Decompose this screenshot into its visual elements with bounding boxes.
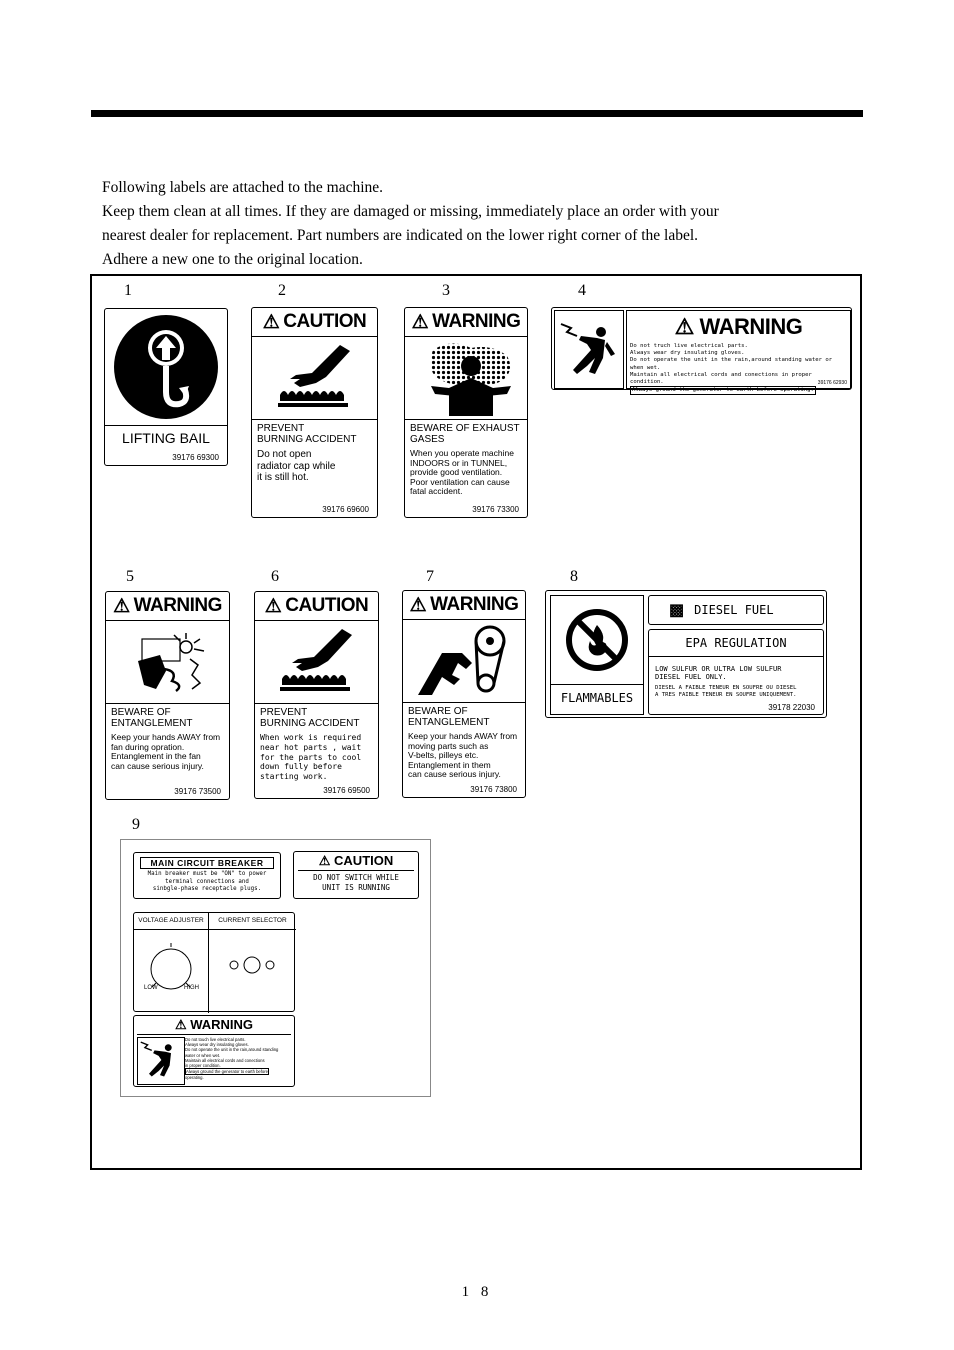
label-body: Keep your hands AWAY from moving parts such as V-belts, pilleys etc. Entanglement in them can cause serious injury. (408, 731, 518, 780)
warning-line: water or when wet. (185, 1052, 221, 1058)
warning-text: WARNING (190, 1017, 254, 1032)
caution-burning-label-radiator (251, 307, 378, 518)
warning-text: WARNING (133, 595, 222, 616)
label-body: When work is required near hot parts , wait for the parts to cool down fully before starting work. (260, 733, 362, 782)
caution-header (255, 592, 378, 621)
main-circuit-breaker-notice (133, 852, 281, 899)
warning-header (106, 592, 229, 621)
warning-line: in proper condition. (185, 1063, 221, 1069)
current-selector-label: CURRENT SELECTOR (209, 913, 296, 930)
label-number-9: 9 (132, 816, 140, 833)
label-heading: BEWARE OF ENTANGLEMENT (111, 707, 193, 729)
part-number: 39176 73300 (472, 505, 519, 514)
label-number-6: 6 (271, 568, 279, 585)
warning-line: Always ground the generator to earth before operating. (630, 386, 816, 395)
electric-shock-icon (554, 310, 624, 389)
intro-line: Adhere a new one to the original location. (102, 251, 363, 268)
exhaust-gas-person-icon (405, 337, 527, 420)
warning-header (627, 311, 850, 343)
adjuster-panel (133, 912, 295, 1012)
mcb-title: MAIN CIRCUIT BREAKER (140, 857, 274, 869)
fan-entanglement-icon (106, 621, 229, 704)
warning-line: Maintain all electrical cords and conections in proper condition. (630, 371, 812, 386)
intro-line: Keep them clean at all times. If they are damaged or missing, immediately place an order with your (102, 203, 719, 220)
warning-triangle-icon: ⚠ (262, 311, 280, 333)
lifting-bail-title: LIFTING BAIL (122, 430, 210, 446)
warning-triangle-icon: ⚠ (674, 314, 694, 339)
hot-surface-hand-icon (255, 621, 378, 704)
top-rule (91, 110, 863, 117)
part-number: 39176 73800 (470, 785, 517, 794)
warning-exhaust-label (404, 307, 528, 518)
page-number: 1 8 (461, 1284, 493, 1300)
diesel-fuel-label (545, 590, 827, 718)
warning-line: Always ground the generator to earth before (186, 1069, 268, 1075)
epa-regulation-text: EPA REGULATION (649, 630, 823, 657)
control-panel-label (120, 839, 431, 1097)
caution-header (252, 308, 377, 337)
warning-line: Maintain all electrical cords and conections (185, 1057, 265, 1063)
part-number: 39176 69600 (322, 505, 369, 514)
warning-triangle-icon: ⚠ (318, 853, 331, 868)
part-number: 39176 69300 (172, 453, 219, 462)
warning-triangle-icon: ⚠ (409, 594, 427, 616)
intro-text (102, 176, 862, 272)
fuel-requirement-text-fr: DIESEL A FAIBLE TENEUR EN SOUFRE OU DIESEL A TRES FAIBLE TENEUR EN SOUFRE UNIQUEMENT. (655, 685, 797, 698)
hot-surface-hand-icon (252, 337, 377, 420)
warning-line: Always wear dry insulating gloves. (630, 350, 745, 357)
caution-burning-label-hot-parts (254, 591, 379, 799)
warning-line: operating. (185, 1075, 204, 1081)
part-number: 39178 22030 (768, 703, 815, 712)
label-heading: PREVENT BURNING ACCIDENT (260, 707, 360, 729)
warning-triangle-icon: ⚠ (174, 1017, 187, 1032)
warning-triangle-icon: ⚠ (113, 595, 130, 617)
part-number: 39176 62930 (817, 380, 847, 386)
caution-text: CAUTION (285, 595, 369, 616)
label-number-7: 7 (426, 568, 434, 585)
warning-line: Do not touch live electrical parts. (185, 1037, 246, 1042)
warning-text: WARNING (699, 314, 803, 339)
warning-belt-entanglement-label (402, 590, 526, 798)
label-heading: PREVENT BURNING ACCIDENT (257, 423, 357, 445)
low-label: LOW (144, 985, 158, 991)
label-number-8: 8 (570, 568, 578, 585)
warning-text: WARNING (432, 311, 521, 332)
intro-line: nearest dealer for replacement. Part numbers are indicated on the lower right corner of the label. (102, 227, 699, 244)
lifting-bail-label (104, 308, 228, 466)
warning-electric-small (133, 1015, 295, 1087)
warning-line: Do not truch live electrical parts. (630, 343, 748, 349)
label-number-1: 1 (124, 282, 132, 299)
warning-line: Always wear dry insulating gloves. (185, 1042, 249, 1048)
voltage-adjuster-label: VOLTAGE ADJUSTER (134, 913, 209, 930)
no-flame-icon (551, 596, 643, 685)
warning-header (405, 308, 527, 337)
warning-line: Do not operate the unit in the rain,around standing water or when wet. (630, 357, 833, 371)
warning-line: Do not operate the unit in the rain,around standing (185, 1047, 279, 1053)
high-label: HIGH (184, 985, 199, 991)
label-number-3: 3 (442, 282, 450, 299)
diesel-fuel-text: DIESEL FUEL (694, 603, 774, 617)
fuel-requirement-text: LOW SULFUR OR ULTRA LOW SULFUR DIESEL FUEL ONLY. (655, 665, 782, 681)
warning-fan-entanglement-label (105, 591, 230, 800)
label-heading: BEWARE OF EXHAUST GASES (410, 423, 520, 445)
warning-text: WARNING (430, 594, 519, 615)
warning-header (137, 1016, 291, 1035)
label-heading: BEWARE OF ENTANGLEMENT (408, 706, 490, 728)
label-number-2: 2 (278, 282, 286, 299)
caution-body: DO NOT SWITCH WHILE UNIT IS RUNNING (313, 873, 399, 892)
label-body: When you operate machine INDOORS or in TUNNEL, provide good ventilation. Poor ventilation can cause fatal accident. (410, 448, 514, 497)
current-selector-icon (226, 955, 278, 975)
mcb-body: Main breaker must be "ON" to power terminal connections and sinbgle-phase receptacle plugs. (147, 871, 267, 892)
lifting-hook-icon (105, 309, 227, 426)
label-body: Keep your hands AWAY from fan during opration. Entanglement in the fan can cause serious injury. (111, 732, 221, 771)
label-body: Do not open radiator cap while it is still hot. (257, 449, 336, 483)
intro-line: Following labels are attached to the machine. (102, 179, 384, 196)
part-number: 39176 73500 (174, 787, 221, 796)
caution-header (298, 852, 414, 871)
belt-entanglement-icon (403, 620, 525, 703)
caution-text: CAUTION (283, 311, 367, 332)
part-number: 39176 69500 (323, 786, 370, 795)
label-number-4: 4 (578, 282, 586, 299)
warning-triangle-icon: ⚠ (264, 595, 282, 617)
label-number-5: 5 (126, 568, 134, 585)
caution-text: CAUTION (334, 853, 394, 868)
caution-do-not-switch (293, 851, 419, 899)
electric-shock-icon (137, 1037, 185, 1085)
flammables-text: FLAMMABLES (560, 691, 634, 705)
warning-electric-label (551, 307, 852, 394)
warning-header (403, 591, 525, 620)
warning-triangle-icon: ⚠ (411, 311, 429, 333)
diesel-pump-icon: ▩ (669, 602, 685, 619)
